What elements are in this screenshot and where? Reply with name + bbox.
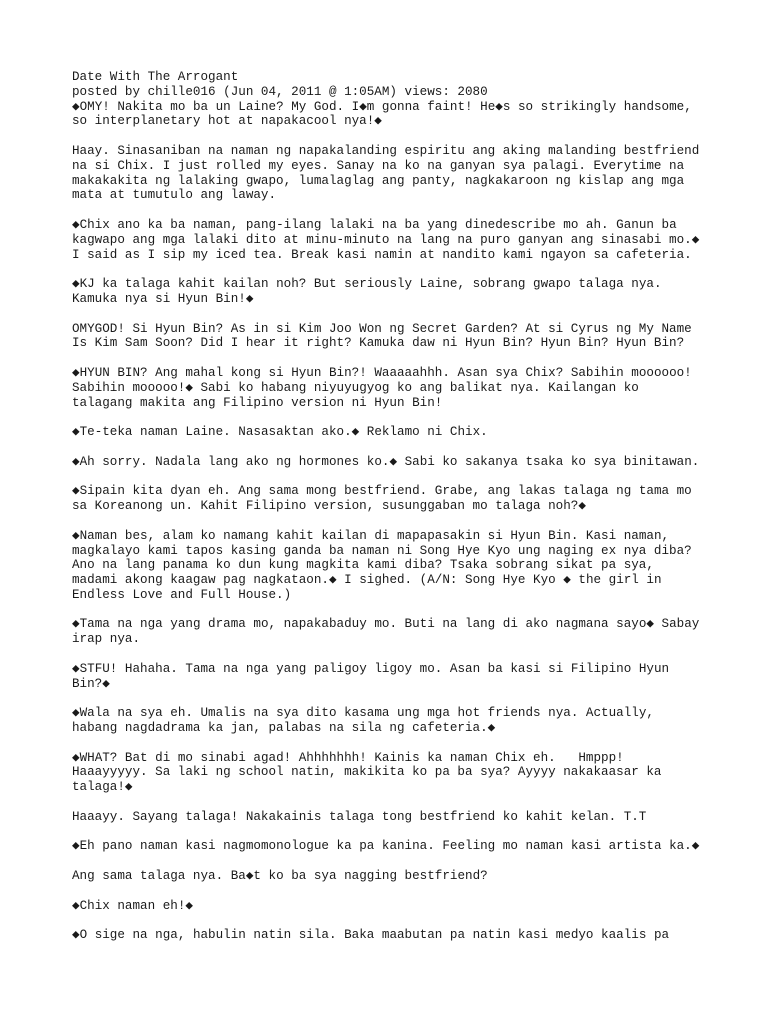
text-line: talaga!◆ <box>72 780 133 795</box>
text-line: ◆WHAT? Bat di mo sinabi agad! Ahhhhhhh! Kainis ka naman Chix eh. Hmppp! <box>72 750 624 765</box>
text-line: so interplanetary hot at napakacool nya!◆ <box>72 114 382 129</box>
text-line: Haaayy. Sayang talaga! Nakakainis talaga tong bestfriend ko kahit kelan. T.T <box>72 809 647 824</box>
story-text <box>72 100 712 943</box>
story-paragraph <box>72 706 712 736</box>
text-line: Ano na lang panama ko dun kung magkita kami diba? Tsaka sobrang sikat pa sya, <box>72 558 654 573</box>
text-line: sa Koreanong un. Kahit Filipino version, susunggaban mo talaga noh?◆ <box>72 499 586 514</box>
document-body <box>72 70 712 958</box>
story-paragraph <box>72 869 712 884</box>
text-line: ◆Sipain kita dyan eh. Ang sama mong bestfriend. Grabe, ang lakas talaga ng tama mo <box>72 484 692 499</box>
text-line: ◆STFU! Hahaha. Tama na nga yang paligoy ligoy mo. Asan ba kasi si Filipino Hyun <box>72 661 670 676</box>
story-paragraph <box>72 100 712 130</box>
text-line: Sabihin mooooo!◆ Sabi ko habang niyuyugyog ko ang balikat nya. Kailangan ko <box>72 380 639 395</box>
text-line: Haay. Sinasaniban na naman ng napakalanding espiritu ang aking malanding bestfriend <box>72 143 700 158</box>
text-line: Kamuka nya si Hyun Bin!◆ <box>72 291 254 306</box>
text-line: ◆Te-teka naman Laine. Nasasaktan ako.◆ Reklamo ni Chix. <box>72 425 488 440</box>
text-line: Is Kim Sam Soon? Did I hear it right? Kamuka daw ni Hyun Bin? Hyun Bin? Hyun Bin? <box>72 336 685 351</box>
story-paragraph <box>72 484 712 514</box>
story-paragraph <box>72 144 712 203</box>
text-line: kagwapo ang mga lalaki dito at minu-minuto na lang na puro ganyan ang sinasabi mo.◆ <box>72 232 700 247</box>
text-line: irap nya. <box>72 632 141 647</box>
text-line: mata at tumutulo ang laway. <box>72 188 277 203</box>
story-paragraph <box>72 455 712 470</box>
story-paragraph <box>72 218 712 262</box>
text-line: Endless Love and Full House.) <box>72 587 292 602</box>
text-line: makakakita ng lalaking gwapo, lumalaglag ang panty, nagkakaroon ng kislap ang mga <box>72 173 685 188</box>
text-line: na si Chix. I just rolled my eyes. Sanay na ko na ganyan sya palagi. Everytime na <box>72 158 685 173</box>
text-line: ◆O sige na nga, habulin natin sila. Baka maabutan pa natin kasi medyo kaalis pa <box>72 928 670 943</box>
story-paragraph <box>72 928 712 943</box>
text-line: ◆HYUN BIN? Ang mahal kong si Hyun Bin?! Waaaaahhh. Asan sya Chix? Sabihin moooooo! <box>72 365 692 380</box>
text-line: Ang sama talaga nya. Ba◆t ko ba sya nagging bestfriend? <box>72 869 488 884</box>
text-line: ◆Ah sorry. Nadala lang ako ng hormones ko.◆ Sabi ko sakanya tsaka ko sya binitawan. <box>72 454 700 469</box>
story-paragraph <box>72 529 712 603</box>
story-paragraph <box>72 810 712 825</box>
document-title: Date With The Arrogant <box>72 70 239 84</box>
story-paragraph <box>72 899 712 914</box>
story-paragraph <box>72 322 712 352</box>
story-paragraph <box>72 366 712 410</box>
story-paragraph <box>72 751 712 795</box>
text-line: Bin?◆ <box>72 676 110 691</box>
text-line: talagang makita ang Filipino version ni Hyun Bin! <box>72 395 443 410</box>
text-line: ◆Chix naman eh!◆ <box>72 898 193 913</box>
text-line: ◆OMY! Nakita mo ba un Laine? My God. I◆m gonna faint! He◆s so strikingly handsome, <box>72 99 692 114</box>
text-line: habang nagdadrama ka jan, palabas na sila ng cafeteria.◆ <box>72 721 496 736</box>
story-paragraph <box>72 662 712 692</box>
text-line: ◆Wala na sya eh. Umalis na sya dito kasama ung mga hot friends nya. Actually, <box>72 706 654 721</box>
text-line: ◆KJ ka talaga kahit kailan noh? But seriously Laine, sobrang gwapo talaga nya. <box>72 277 662 292</box>
text-line: ◆Chix ano ka ba naman, pang-ilang lalaki na ba yang dinedescribe mo ah. Ganun ba <box>72 217 677 232</box>
text-line: I said as I sip my iced tea. Break kasi namin at nandito kami ngayon sa cafeteria. <box>72 247 692 262</box>
text-line: madami akong kaagaw pag nagkataon.◆ I sighed. (A/N: Song Hye Kyo ◆ the girl in <box>72 573 662 588</box>
story-paragraph <box>72 839 712 854</box>
text-line: OMYGOD! Si Hyun Bin? As in si Kim Joo Won ng Secret Garden? At si Cyrus ng My Name <box>72 321 692 336</box>
text-line: ◆Tama na nga yang drama mo, napakabaduy mo. Buti na lang di ako nagmana sayo◆ Sabay <box>72 617 700 632</box>
document-header <box>72 70 712 100</box>
text-line: ◆Eh pano naman kasi nagmomonologue ka pa kanina. Feeling mo naman kasi artista ka.◆ <box>72 839 700 854</box>
text-line: Haaayyyyy. Sa laki ng school natin, makikita ko pa ba sya? Ayyyy nakakaasar ka <box>72 765 662 780</box>
story-paragraph <box>72 617 712 647</box>
story-paragraph <box>72 277 712 307</box>
story-paragraph <box>72 425 712 440</box>
post-byline: posted by chille016 (Jun 04, 2011 @ 1:05AM) views: 2080 <box>72 84 488 99</box>
text-line: magkalayo kami tapos kasing ganda ba naman ni Song Hye Kyo ung naging ex nya diba? <box>72 543 692 558</box>
text-line: ◆Naman bes, alam ko namang kahit kailan di mapapasakin si Hyun Bin. Kasi naman, <box>72 528 670 543</box>
